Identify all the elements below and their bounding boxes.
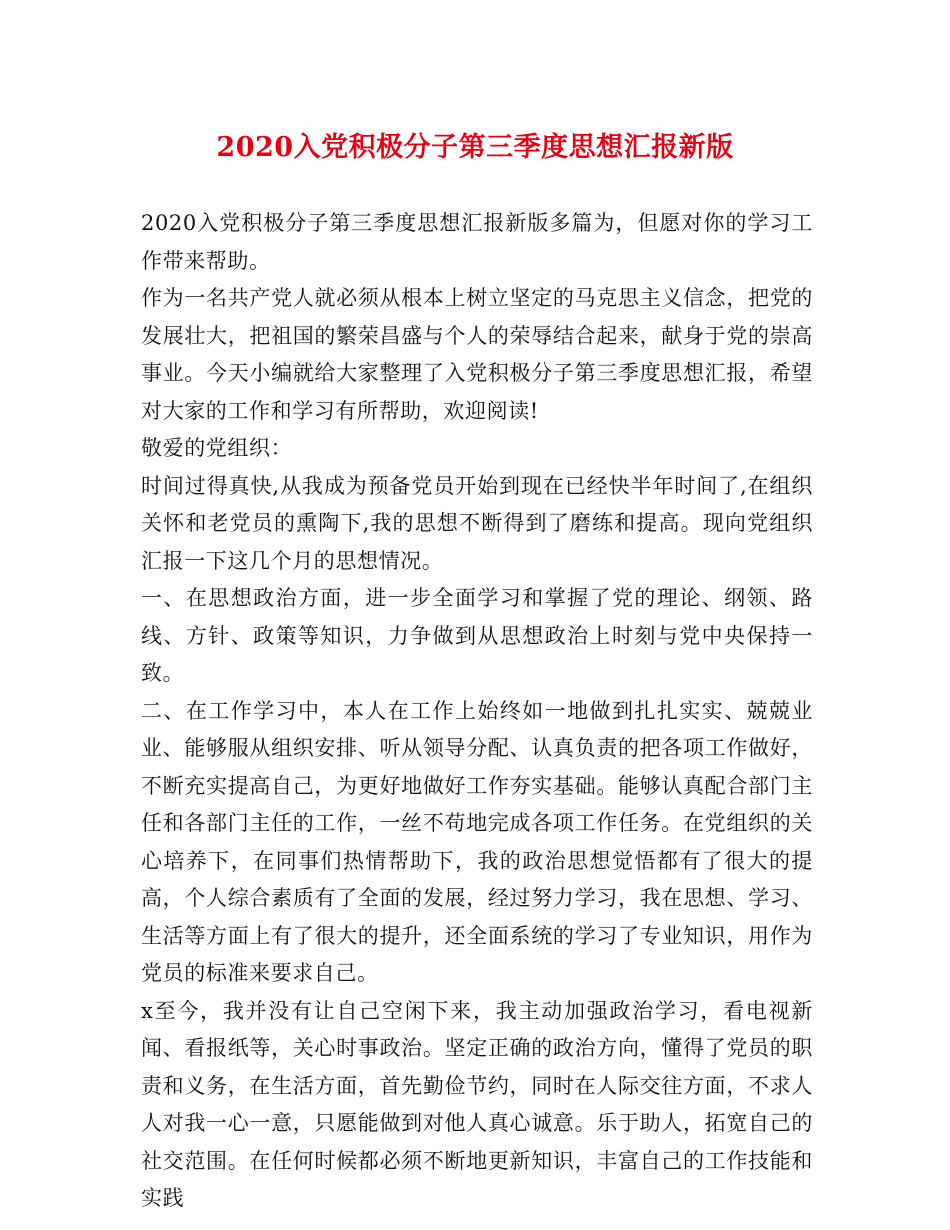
paragraph-salutation: 敬爱的党组织： [141, 436, 293, 460]
paragraph-preface: 作为一名共产党人就必须从根本上树立坚定的马克思主义信念，把党的发展壮大，把祖国的繁荣昌盛与个人的荣辱结合起来，献身于党的崇高事业。今天小编就给大家整理了入党积极分子第三季度思想汇报，希望对大家的工作和学习有所帮助，欢迎阅读! [141, 286, 813, 423]
paragraph-continuation: x至今，我并没有让自己空闲下来，我主动加强政治学习，看电视新闻、看报纸等，关心时事政治。坚定正确的政治方向，懂得了党员的职责和义务，在生活方面，首先勤俭节约，同时在人际交往方面，不求人人对我一心一意，只愿能做到对他人真心诚意。乐于助人，拓宽自己的社交范围。在任何时候都必须不断地更新知识，丰富自己的工作技能和实践 [141, 998, 813, 1210]
document-body [141, 205, 813, 1218]
document-title: 2020入党积极分子第三季度思想汇报新版 [216, 132, 734, 163]
paragraph-point-one: 一、在思想政治方面，进一步全面学习和掌握了党的理论、纲领、路线、方针、政策等知识，力争做到从思想政治上时刻与党中央保持一致。 [141, 586, 813, 685]
paragraph-opening: 时间过得真快,从我成为预备党员开始到现在已经快半年时间了,在组织关怀和老党员的熏陶下,我的思想不断得到了磨练和提高。现向党组织汇报一下这几个月的思想情况。 [141, 473, 813, 573]
paragraph-point-two: 二、在工作学习中，本人在工作上始终如一地做到扎扎实实、兢兢业业、能够服从组织安排、听从领导分配、认真负责的把各项工作做好，不断充实提高自己，为更好地做好工作夯实基础。能够认真配合部门主任和各部门主任的工作，一丝不苟地完成各项工作任务。在党组织的关心培养下，在同事们热情帮助下，我的政治思想觉悟都有了很大的提高，个人综合素质有了全面的发展，经过努力学习，我在思想、学习、生活等方面上有了很大的提升，还全面系统的学习了专业知识，用作为党员的标准来要求自己。 [141, 698, 813, 985]
paragraph-intro: 2020入党积极分子第三季度思想汇报新版多篇为，但愿对你的学习工作带来帮助。 [141, 211, 813, 273]
